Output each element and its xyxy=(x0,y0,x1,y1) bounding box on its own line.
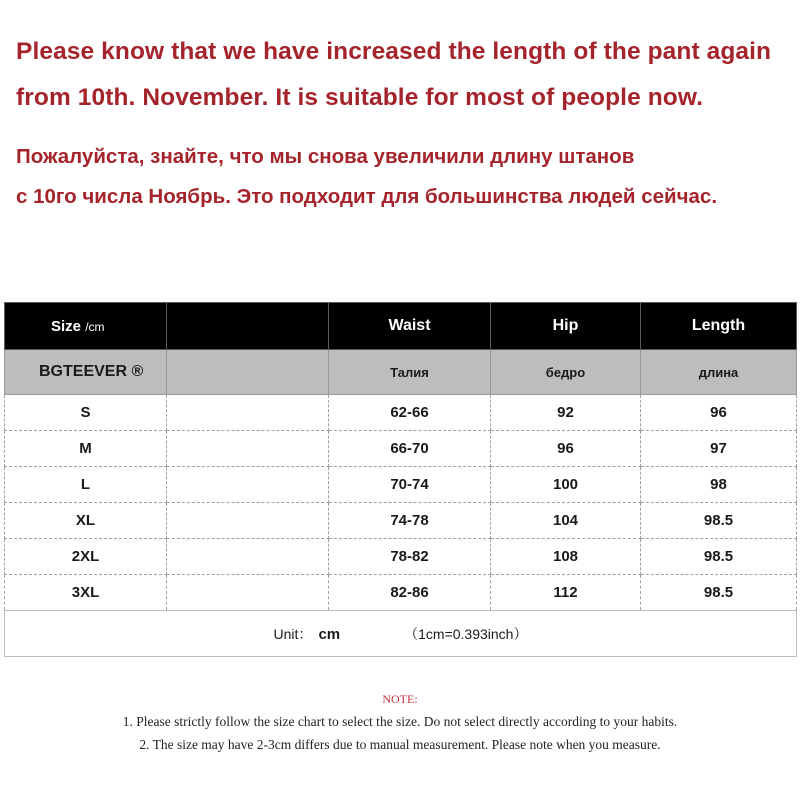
length-cell: 97 xyxy=(641,431,797,467)
notice-en-line-1: Please know that we have increased the length of the pant again xyxy=(16,38,772,65)
notice-ru-line-1: Пожалуйста, знайте, что мы снова увеличили длину штанов xyxy=(16,145,635,168)
hip-cell: 104 xyxy=(491,503,641,539)
empty-cell xyxy=(167,431,329,467)
size-cell: XL xyxy=(5,503,167,539)
header-hip: Hip xyxy=(491,303,641,350)
header-length: Length xyxy=(641,303,797,350)
table-row xyxy=(5,431,797,467)
unit-label: Unit： xyxy=(273,625,313,642)
note-line-2: 2. The size may have 2-3cm differs due to manual measurement. Please note when you measure. xyxy=(139,737,661,752)
notice-ru-line-2: с 10го числа Ноябрь. Это подходит для большинства людей сейчас. xyxy=(16,185,718,208)
size-chart-table xyxy=(4,302,797,657)
hip-cell: 108 xyxy=(491,539,641,575)
unit-cell xyxy=(5,611,797,657)
unit-row xyxy=(5,611,797,657)
length-cell: 96 xyxy=(641,395,797,431)
table-row xyxy=(5,575,797,611)
hip-cell: 92 xyxy=(491,395,641,431)
waist-cell: 70-74 xyxy=(329,467,491,503)
unit-value: cm xyxy=(318,625,341,643)
header-waist: Waist xyxy=(329,303,491,350)
hip-cell: 112 xyxy=(491,575,641,611)
table-row xyxy=(5,395,797,431)
size-cell: S xyxy=(5,395,167,431)
unit-conversion: （1cm=0.393inch） xyxy=(404,625,528,642)
length-cell: 98.5 xyxy=(641,575,797,611)
waist-cell: 82-86 xyxy=(329,575,491,611)
size-chart-header-row xyxy=(5,303,797,350)
header-size-unit: /cm xyxy=(85,319,105,334)
waist-cell: 74-78 xyxy=(329,503,491,539)
empty-cell xyxy=(167,395,329,431)
hip-cell: 96 xyxy=(491,431,641,467)
subheader-empty-cell xyxy=(167,350,329,395)
note-line-1: 1. Please strictly follow the size chart to select the size. Do not select directly according to your habits. xyxy=(122,714,678,729)
size-cell: 2XL xyxy=(5,539,167,575)
waist-cell: 62-66 xyxy=(329,395,491,431)
brand-label: BGTEEVER ® xyxy=(5,350,167,395)
table-row xyxy=(5,539,797,575)
table-row xyxy=(5,503,797,539)
waist-cell: 66-70 xyxy=(329,431,491,467)
note-title: NOTE: xyxy=(382,692,418,706)
length-cell: 98.5 xyxy=(641,503,797,539)
size-chart-subheader-row xyxy=(5,350,797,395)
header-size-cell xyxy=(5,303,167,350)
size-cell: M xyxy=(5,431,167,467)
hip-cell: 100 xyxy=(491,467,641,503)
size-cell: L xyxy=(5,467,167,503)
subheader-hip-ru: бедро xyxy=(491,350,641,395)
table-row xyxy=(5,467,797,503)
empty-cell xyxy=(167,575,329,611)
size-cell: 3XL xyxy=(5,575,167,611)
empty-cell xyxy=(167,467,329,503)
header-empty-cell xyxy=(167,303,329,350)
length-cell: 98.5 xyxy=(641,539,797,575)
waist-cell: 78-82 xyxy=(329,539,491,575)
empty-cell xyxy=(167,539,329,575)
length-cell: 98 xyxy=(641,467,797,503)
notice-en-line-2: from 10th. November. It is suitable for most of people now. xyxy=(16,84,704,111)
empty-cell xyxy=(167,503,329,539)
subheader-length-ru: длина xyxy=(641,350,797,395)
header-size-label: Size xyxy=(51,317,82,335)
subheader-waist-ru: Талия xyxy=(329,350,491,395)
